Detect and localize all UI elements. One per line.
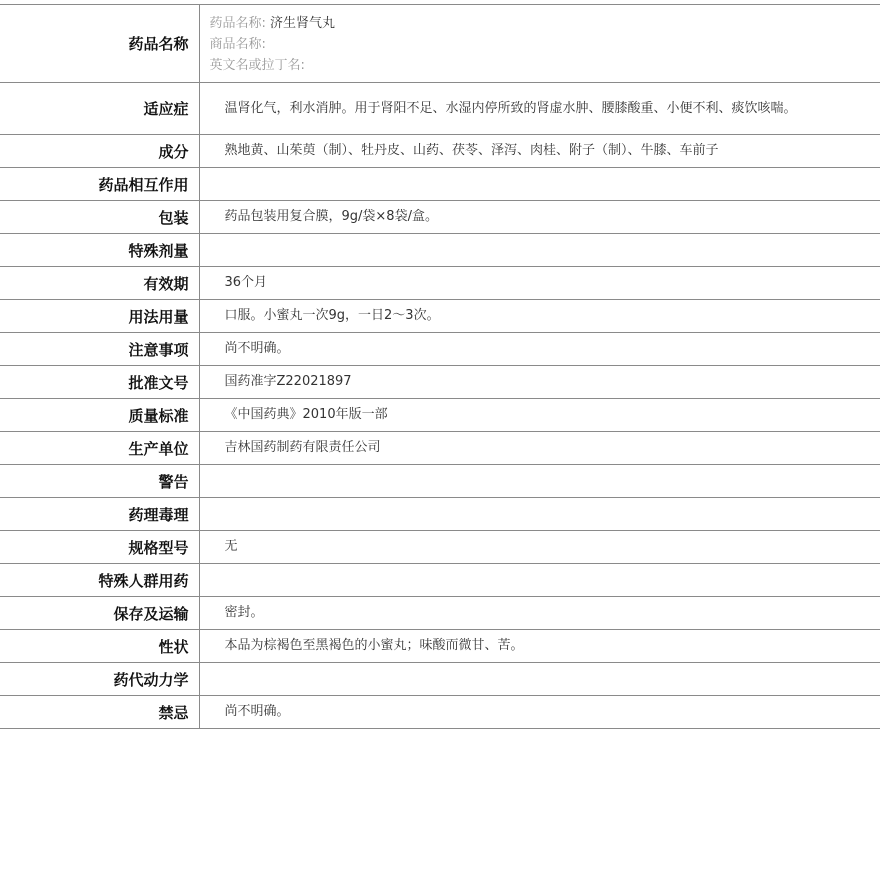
row-usage-dosage [0,300,880,333]
row-precautions [0,333,880,366]
row-value-specification: 无 [199,531,880,564]
row-label-quality-standard: 质量标准 [0,399,199,432]
row-value-special-dosage [199,234,880,267]
row-storage [0,597,880,630]
row-label-specification: 规格型号 [0,531,199,564]
row-manufacturer [0,432,880,465]
row-pharmacokinetics [0,663,880,696]
row-value-pharmacology [199,498,880,531]
drug-name-cell [199,5,880,83]
row-label-special-dosage: 特殊剂量 [0,234,199,267]
row-label-interactions: 药品相互作用 [0,168,199,201]
row-special-populations [0,564,880,597]
row-value-ingredients: 熟地黄、山茱萸（制）、牡丹皮、山药、茯苓、泽泻、肉桂、附子（制）、牛膝、车前子 [199,135,880,168]
row-label-packaging: 包装 [0,201,199,234]
row-value-interactions [199,168,880,201]
trade-name-line [210,34,880,55]
row-shelf-life [0,267,880,300]
row-value-pharmacokinetics [199,663,880,696]
row-approval-number [0,366,880,399]
generic-name-label: 药品名称: [209,16,266,31]
row-label-description: 性状 [0,630,199,663]
row-value-usage-dosage: 口服。小蜜丸一次9g，一日2～3次。 [199,300,880,333]
trade-name-label: 商品名称: [209,37,266,52]
row-specification [0,531,880,564]
row-value-storage: 密封。 [199,597,880,630]
row-label-drug-name: 药品名称 [0,5,199,83]
row-contraindications [0,696,880,729]
row-label-storage: 保存及运输 [0,597,199,630]
row-value-manufacturer: 吉林国药制药有限责任公司 [199,432,880,465]
generic-name-value: 济生肾气丸 [270,16,336,31]
row-label-approval-number: 批准文号 [0,366,199,399]
english-name-label: 英文名或拉丁名: [209,58,305,73]
row-label-usage-dosage: 用法用量 [0,300,199,333]
row-label-pharmacology: 药理毒理 [0,498,199,531]
row-value-special-populations [199,564,880,597]
row-label-warning: 警告 [0,465,199,498]
row-interactions [0,168,880,201]
row-value-packaging: 药品包装用复合膜，9g/袋×8袋/盒。 [199,201,880,234]
english-name-line [210,55,880,76]
row-value-contraindications: 尚不明确。 [199,696,880,729]
row-label-precautions: 注意事项 [0,333,199,366]
row-value-shelf-life: 36个月 [199,267,880,300]
row-label-special-populations: 特殊人群用药 [0,564,199,597]
row-indications [0,83,880,135]
row-label-indications: 适应症 [0,83,199,135]
row-pharmacology [0,498,880,531]
row-quality-standard [0,399,880,432]
generic-name-line [210,13,880,34]
row-drug-name [0,5,880,83]
row-value-quality-standard: 《中国药典》2010年版一部 [199,399,880,432]
row-label-contraindications: 禁忌 [0,696,199,729]
row-label-ingredients: 成分 [0,135,199,168]
row-label-manufacturer: 生产单位 [0,432,199,465]
row-value-indications: 温肾化气，利水消肿。用于肾阳不足、水湿内停所致的肾虚水肿、腰膝酸重、小便不利、痰饮咳喘。 [199,83,880,135]
row-value-description: 本品为棕褐色至黑褐色的小蜜丸；味酸而微甘、苦。 [199,630,880,663]
drug-info-table [0,4,880,729]
row-value-warning [199,465,880,498]
row-packaging [0,201,880,234]
row-description [0,630,880,663]
row-special-dosage [0,234,880,267]
drug-name-block [200,11,880,76]
row-label-pharmacokinetics: 药代动力学 [0,663,199,696]
row-ingredients [0,135,880,168]
row-value-approval-number: 国药准字Z22021897 [199,366,880,399]
row-label-shelf-life: 有效期 [0,267,199,300]
row-warning [0,465,880,498]
row-value-precautions: 尚不明确。 [199,333,880,366]
